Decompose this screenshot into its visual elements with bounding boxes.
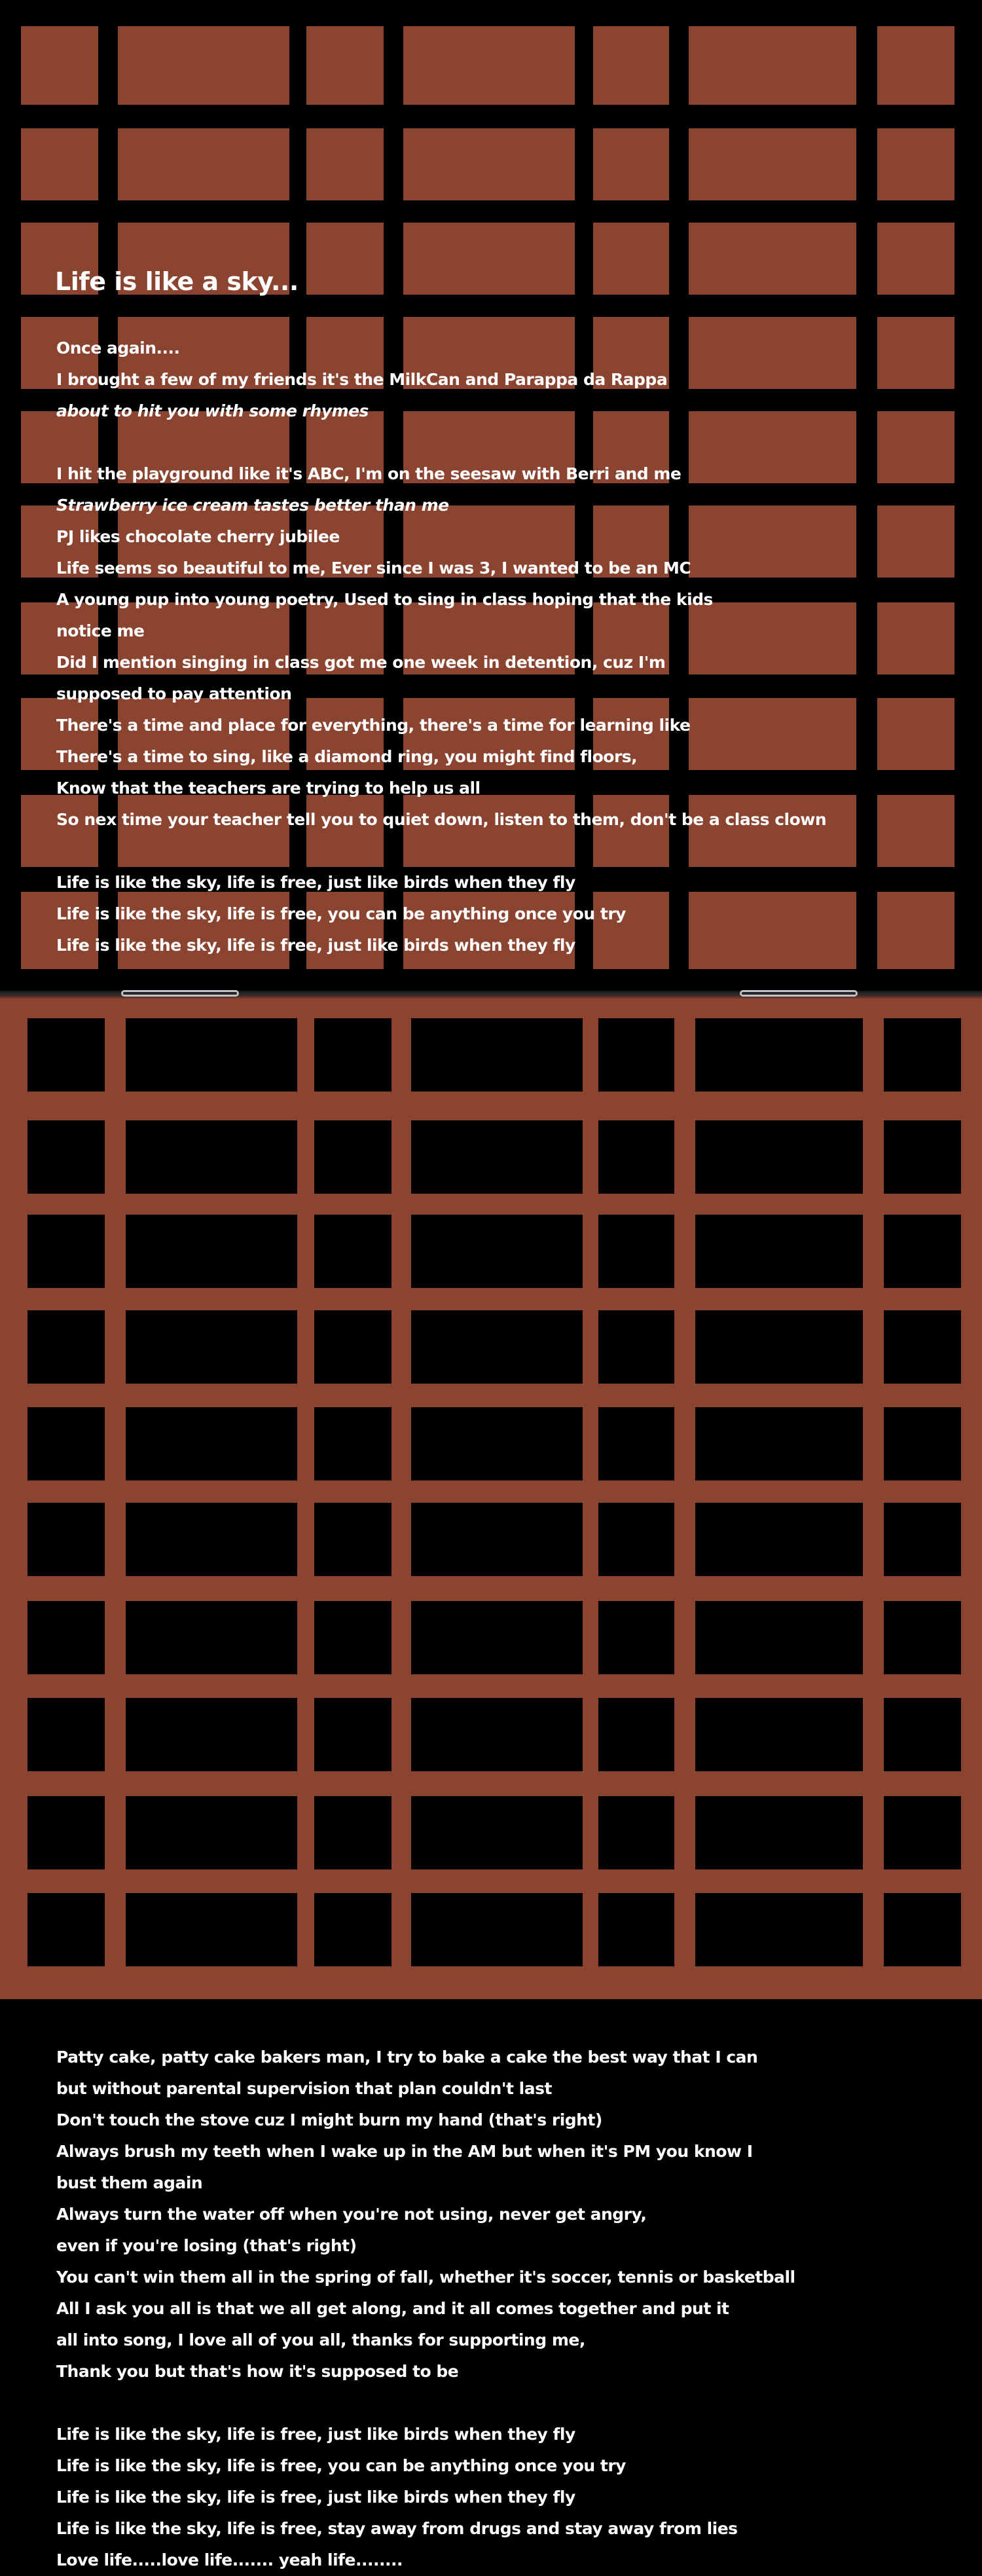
stanza-break — [56, 2387, 795, 2419]
grid-cell — [877, 795, 955, 867]
grid-cell — [27, 1893, 105, 1966]
grid-cell — [403, 128, 575, 200]
grid-cell — [695, 1407, 863, 1481]
grid-cell — [403, 223, 575, 295]
lyric-line: Always turn the water off when you're not using, never get angry, — [56, 2205, 647, 2224]
staple-right — [740, 990, 858, 997]
lyric-line: A young pup into young poetry, Used to sing in class hoping that the kids — [56, 590, 713, 609]
grid-cell — [695, 1120, 863, 1194]
lyric-line: bust them again — [56, 2173, 203, 2192]
grid-cell — [598, 1120, 674, 1194]
lyric-line: All I ask you all is that we all get along, and it all comes together and put it — [56, 2299, 729, 2318]
grid-cell — [884, 1018, 961, 1092]
grid-cell — [877, 26, 955, 105]
grid-cell — [598, 1893, 674, 1966]
grid-cell — [411, 1698, 583, 1771]
lyric-line: Don't touch the stove cuz I might burn my hand (that's right) — [56, 2110, 602, 2129]
grid-cell — [884, 1407, 961, 1481]
grid-cell — [689, 128, 856, 200]
lyric-line: but without parental supervision that plan couldn't last — [56, 2079, 552, 2098]
grid-cell — [598, 1407, 674, 1481]
grid-cell — [314, 1120, 391, 1194]
grid-cell — [695, 1215, 863, 1288]
black-grid-pattern — [0, 999, 982, 1999]
grid-cell — [306, 223, 384, 295]
grid-cell — [411, 1120, 583, 1194]
grid-cell — [126, 1893, 297, 1966]
lyric-line: Life is like the sky, life is free, stay away from drugs and stay away from lies — [56, 2519, 738, 2538]
grid-cell — [411, 1893, 583, 1966]
lyric-line: Love life.....love life....... yeah life........ — [56, 2550, 403, 2569]
grid-cell — [877, 602, 955, 674]
grid-cell — [314, 1018, 391, 1092]
grid-cell — [695, 1796, 863, 1869]
grid-cell — [27, 1407, 105, 1481]
grid-cell — [877, 223, 955, 295]
grid-cell — [695, 1893, 863, 1966]
lyric-line: You can't win them all in the spring of fall, whether it's soccer, tennis or basketball — [56, 2268, 795, 2287]
lyric-line: There's a time and place for everything, there's a time for learning like — [56, 716, 691, 735]
grid-cell — [877, 698, 955, 770]
grid-cell — [593, 128, 669, 200]
grid-cell — [27, 1503, 105, 1576]
lyric-line: So nex time your teacher tell you to quiet down, listen to them, don't be a class clown — [56, 810, 827, 829]
grid-cell — [598, 1601, 674, 1674]
grid-cell — [314, 1310, 391, 1384]
lyric-line: Thank you but that's how it's supposed to be — [56, 2362, 459, 2381]
grid-cell — [877, 892, 955, 969]
grid-cell — [27, 1601, 105, 1674]
lyric-line: I brought a few of my friends it's the MilkCan and Parappa da Rappa — [56, 370, 668, 389]
grid-cell — [884, 1120, 961, 1194]
grid-cell — [884, 1893, 961, 1966]
grid-cell — [306, 128, 384, 200]
grid-cell — [877, 128, 955, 200]
grid-cell — [306, 26, 384, 105]
grid-cell — [314, 1215, 391, 1288]
grid-cell — [314, 1796, 391, 1869]
lyric-line: Life is like the sky, life is free, just like birds when they fly — [56, 873, 575, 892]
grid-cell — [695, 1310, 863, 1384]
lyric-line: Strawberry ice cream tastes better than me — [56, 496, 449, 515]
stanza-break — [56, 427, 826, 458]
lyric-line: Always brush my teeth when I wake up in the AM but when it's PM you know I — [56, 2142, 753, 2161]
staple-left — [121, 990, 239, 997]
grid-cell — [598, 1018, 674, 1092]
grid-cell — [593, 223, 669, 295]
grid-cell — [598, 1503, 674, 1576]
stanza-break — [56, 836, 826, 867]
lyric-line: supposed to pay attention — [56, 684, 292, 703]
grid-cell — [314, 1893, 391, 1966]
grid-cell — [27, 1698, 105, 1771]
top-booklet-page — [0, 0, 982, 999]
grid-cell — [126, 1407, 297, 1481]
grid-cell — [126, 1796, 297, 1869]
grid-cell — [411, 1601, 583, 1674]
grid-cell — [695, 1698, 863, 1771]
lyric-line: Know that the teachers are trying to help us all — [56, 779, 481, 798]
grid-cell — [118, 128, 289, 200]
lyrics-block-top — [56, 333, 826, 961]
grid-cell — [314, 1601, 391, 1674]
grid-cell — [884, 1503, 961, 1576]
grid-cell — [118, 26, 289, 105]
lyric-line: Life is like the sky, life is free, just like birds when they fly — [56, 2425, 575, 2444]
lyric-line: PJ likes chocolate cherry jubilee — [56, 527, 340, 546]
grid-cell — [877, 506, 955, 578]
grid-cell — [411, 1796, 583, 1869]
grid-cell — [695, 1601, 863, 1674]
lyric-line: even if you're losing (that's right) — [56, 2236, 357, 2255]
grid-cell — [593, 26, 669, 105]
grid-cell — [126, 1698, 297, 1771]
grid-cell — [695, 1503, 863, 1576]
lyric-line: notice me — [56, 621, 145, 640]
grid-cell — [411, 1407, 583, 1481]
grid-cell — [27, 1310, 105, 1384]
lyric-line: Life seems so beautiful to me, Ever since I was 3, I wanted to be an MC — [56, 559, 691, 578]
grid-cell — [314, 1503, 391, 1576]
bottom-booklet-page — [0, 999, 982, 2569]
lyric-line: Did I mention singing in class got me one week in detention, cuz I'm — [56, 653, 666, 672]
grid-cell — [598, 1796, 674, 1869]
lyrics-block-bottom — [56, 2042, 795, 2576]
grid-cell — [877, 411, 955, 483]
grid-cell — [411, 1215, 583, 1288]
grid-cell — [877, 317, 955, 389]
grid-cell — [126, 1018, 297, 1092]
grid-cell — [689, 223, 856, 295]
lyric-line: Patty cake, patty cake bakers man, I try to bake a cake the best way that I can — [56, 2048, 758, 2067]
lyric-line: There's a time to sing, like a diamond ring, you might find floors, — [56, 747, 638, 766]
grid-cell — [598, 1310, 674, 1384]
grid-cell — [126, 1215, 297, 1288]
grid-cell — [411, 1310, 583, 1384]
song-title: Life is like a sky... — [55, 267, 299, 296]
grid-cell — [126, 1120, 297, 1194]
grid-cell — [126, 1310, 297, 1384]
lyric-line: Life is like the sky, life is free, you can be anything once you try — [56, 904, 626, 923]
grid-cell — [27, 1018, 105, 1092]
grid-cell — [403, 26, 575, 105]
lyric-line: Life is like the sky, life is free, you can be anything once you try — [56, 2456, 626, 2475]
lyric-line: all into song, I love all of you all, thanks for supporting me, — [56, 2330, 585, 2349]
grid-cell — [411, 1503, 583, 1576]
lyric-line: Life is like the sky, life is free, just like birds when they fly — [56, 2488, 575, 2507]
grid-cell — [21, 128, 98, 200]
grid-cell — [314, 1407, 391, 1481]
grid-cell — [695, 1018, 863, 1092]
grid-cell — [411, 1018, 583, 1092]
grid-cell — [27, 1215, 105, 1288]
grid-cell — [884, 1215, 961, 1288]
grid-cell — [884, 1310, 961, 1384]
lyric-line: Life is like the sky, life is free, just like birds when they fly — [56, 936, 575, 955]
grid-cell — [689, 26, 856, 105]
lyric-line: about to hit you with some rhymes — [56, 401, 369, 420]
grid-cell — [126, 1601, 297, 1674]
grid-cell — [27, 1796, 105, 1869]
grid-cell — [884, 1601, 961, 1674]
grid-cell — [598, 1698, 674, 1771]
grid-cell — [884, 1698, 961, 1771]
grid-cell — [126, 1503, 297, 1576]
grid-cell — [27, 1120, 105, 1194]
grid-cell — [314, 1698, 391, 1771]
grid-cell — [21, 26, 98, 105]
grid-cell — [884, 1796, 961, 1869]
grid-cell — [598, 1215, 674, 1288]
lyric-line: I hit the playground like it's ABC, I'm on the seesaw with Berri and me — [56, 464, 682, 483]
lyric-line: Once again.... — [56, 339, 180, 358]
